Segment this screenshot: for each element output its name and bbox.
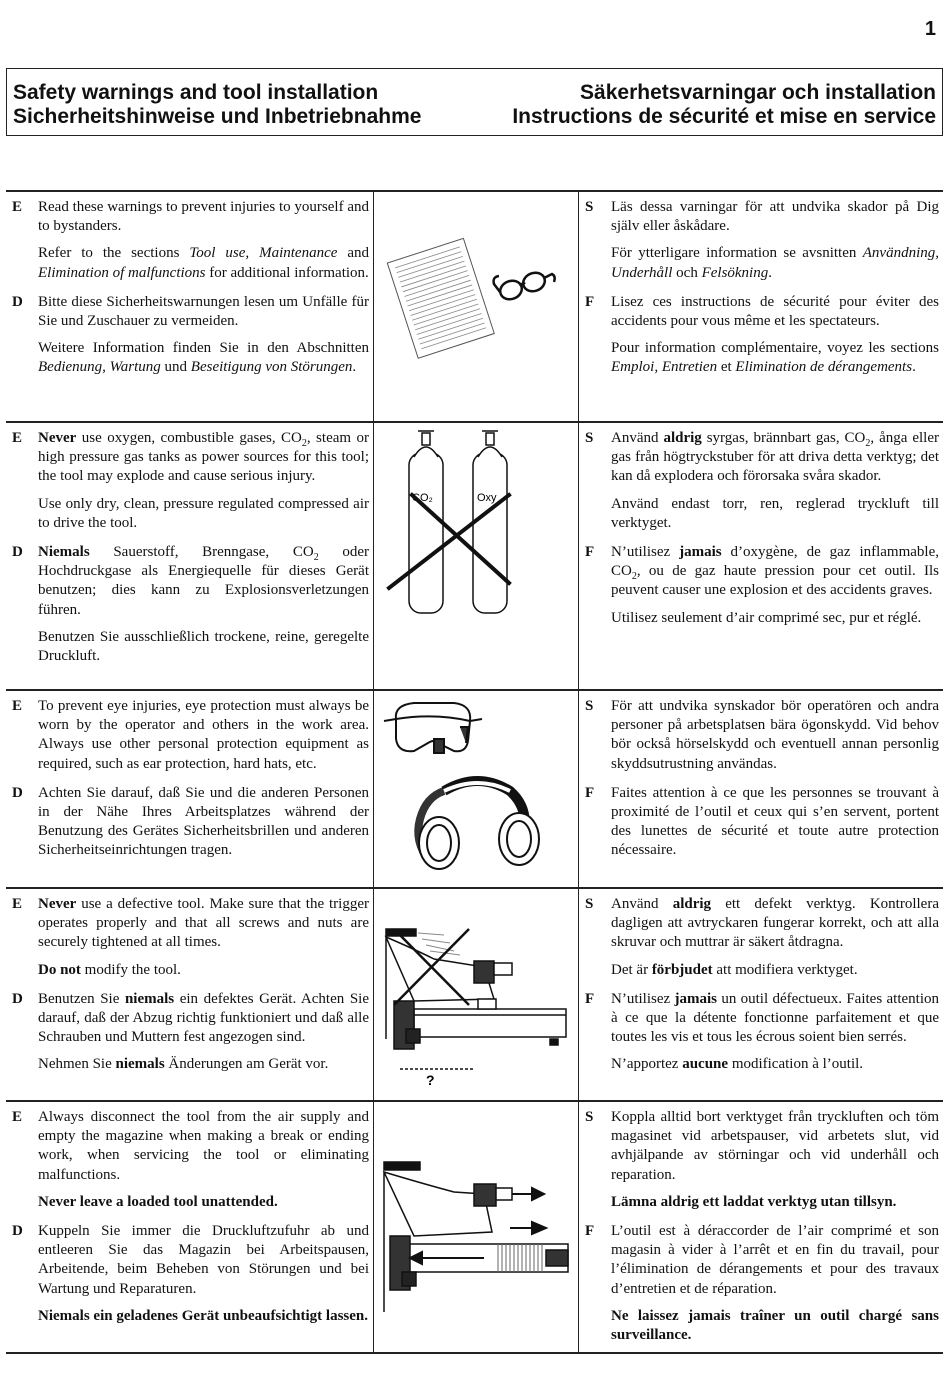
crossed-defective-tool-icon <box>374 889 579 1100</box>
lang-label-e: E <box>12 430 23 446</box>
para: Lisez ces instructions de sécurité pour éviter des accidents pour vous même et les spectateurs. <box>611 293 939 330</box>
cell-left <box>6 192 374 421</box>
warning-row-2 <box>6 423 943 691</box>
para: Never leave a loaded tool unattended. <box>38 1193 278 1210</box>
para: Ne laissez jamais traîner un outil chargé sans surveillance. <box>611 1307 939 1344</box>
para: To prevent eye injuries, eye protection must always be worn by the operator and others in the work area. Always use other personal protection equipment as required, such as ear protection, hard hats, etc. <box>38 698 369 772</box>
lang-label-d: D <box>12 544 23 561</box>
crossed-gas-cylinders-icon <box>374 423 579 689</box>
cell-left <box>6 423 374 689</box>
block-german <box>12 293 369 378</box>
lang-label-s: S <box>585 430 594 446</box>
block-french <box>585 293 939 378</box>
para: Never use a defective tool. Make sure that the trigger operates properly and that all screws and nuts are securely tightened at all times. <box>38 896 369 951</box>
para: För ytterligare information se avsnitten Användning, Underhåll och Felsökning. <box>611 245 939 281</box>
para: Det är förbjudet att modifiera verktyget. <box>611 961 858 978</box>
title-right-french: Instructions de sécurité et mise en service <box>512 105 936 128</box>
lang-label-e: E <box>12 199 23 215</box>
lang-label-s: S <box>585 199 594 215</box>
para: Använd endast torr, ren, reglerad tryckluft till verktyget. <box>611 495 939 531</box>
para: Faites attention à ce que les personnes se trouvant à proximité de l’outil et ceux qui s’en servent, portent des lunettes de sécurité et toute autre protection nécessaire. <box>611 784 939 859</box>
para: Achten Sie darauf, daß Sie und die anderen Personen in der Nähe Ihres Arbeitsplatzes während der Benutzung des Gerätes Sicherheitsbrillen und anderen Sicherheitseinrichtungen tragen. <box>38 784 369 859</box>
warning-row-4 <box>6 889 943 1102</box>
block-swedish <box>585 429 939 533</box>
lang-label-f: F <box>585 544 595 561</box>
warning-row-5 <box>6 1102 943 1352</box>
cell-right <box>579 192 943 421</box>
para: Benutzen Sie ausschließlich trockene, reine, geregelte Druckluft. <box>38 628 369 665</box>
warning-row-3 <box>6 691 943 889</box>
lang-label-f: F <box>585 990 595 1007</box>
para: Använd aldrig syrgas, brännbart gas, $CO_2$, ånga eller gas från högtryckstuber för att driva detta verktyg; det kan då explodera och förorsaka svåra skador. <box>611 430 939 485</box>
para: Benutzen Sie niemals ein defektes Gerät. Achten Sie darauf, daß der Abzug richtig funktioniert und daß alle Schrauben und Muttern fest angezogen sind. <box>38 990 369 1046</box>
lang-label-s: S <box>585 896 594 912</box>
title-left-english: Safety warnings and tool installation <box>13 81 379 104</box>
para: Never use oxygen, combustible gases, $CO_2$, steam or high pressure gas tanks as power sources for this tool; the tool may explode and cause serious injury. <box>38 430 369 485</box>
block-french <box>585 543 939 628</box>
cell-right <box>579 691 943 887</box>
para: Nehmen Sie niemals Änderungen am Gerät vor. <box>38 1056 329 1073</box>
block-german <box>12 784 369 861</box>
lang-label-d: D <box>12 990 23 1007</box>
lang-label-e: E <box>12 896 23 912</box>
para: Koppla alltid bort verktyget från tryckluften och töm magasinet vid arbetspauser, vid arbetets slut, vid avhjälpande av störningar och vid underhåll och reparation. <box>611 1109 939 1183</box>
lang-label-s: S <box>585 1109 594 1125</box>
para: Read these warnings to prevent injuries to yourself and to bystanders. <box>38 199 369 235</box>
warnings-table <box>6 190 943 1354</box>
para: Läs dessa varningar för att undvika skador på Dig själv eller åskådare. <box>611 199 939 235</box>
para: För att undvika synskador bör operatören och andra personer på arbetsplatsen bära ögonskydd. Vid behov bör också hörselskydd och eventuell annan personlig skyddsutrustning användas. <box>611 698 939 772</box>
lang-label-e: E <box>12 698 23 714</box>
lang-label-e: E <box>12 1109 23 1125</box>
cell-right <box>579 889 943 1100</box>
block-english <box>12 198 369 283</box>
title-left <box>13 81 421 129</box>
block-swedish <box>585 1108 939 1212</box>
block-swedish <box>585 697 939 774</box>
question-mark: ? <box>426 1072 435 1088</box>
cell-right <box>579 423 943 689</box>
block-english <box>12 1108 369 1212</box>
title-right-swedish: Säkerhetsvarningar och installation <box>580 81 936 104</box>
para: N’utilisez jamais d’oxygène, de gaz inflammable, $CO_2$, ou de gaz haute pression pour cet outil. Ils peuvent causer une explosion et des accidents graves. <box>611 544 939 599</box>
para: Kuppeln Sie immer die Druckluftzufuhr ab und entleeren Sie das Magazin bei Arbeitspausen, Arbeitende, beim Beheben von Störungen und bei Wartung und Reparaturen. <box>38 1223 369 1297</box>
block-german <box>12 990 369 1075</box>
warning-row-1 <box>6 192 943 423</box>
lang-label-f: F <box>585 784 595 801</box>
lang-label-d: D <box>12 784 23 801</box>
document-and-glasses-icon <box>374 192 579 421</box>
para: Bitte diese Sicherheitswarnungen lesen um Unfälle für Sie und Zuschauer zu vermeiden. <box>38 293 369 330</box>
para: Lämna aldrig ett laddat verktyg utan tillsyn. <box>611 1193 897 1210</box>
lang-label-s: S <box>585 698 594 714</box>
para: Utilisez seulement d’air comprimé sec, pur et réglé. <box>611 609 922 626</box>
para: Refer to the sections Tool use, Maintenance and Elimination of malfunctions for additional information. <box>38 245 369 281</box>
para: N’utilisez jamais un outil défectueux. Faites attention à ce que la détente fonctionne parfaitement et que toutes les vis et tous les écrous soient bien serrés. <box>611 990 939 1046</box>
para: Always disconnect the tool from the air supply and empty the magazine when making a break or ending work, when servicing the tool or eliminating malfunctions. <box>38 1109 369 1183</box>
block-swedish <box>585 895 939 980</box>
block-english <box>12 895 369 980</box>
cell-right <box>579 1102 943 1352</box>
para: Weitere Information finden Sie in den Abschnitten Bedienung, Wartung und Beseitigung von Störungen. <box>38 340 369 376</box>
para: N’apportez aucune modification à l’outil. <box>611 1056 864 1073</box>
lang-label-f: F <box>585 293 595 310</box>
lang-label-d: D <box>12 1223 23 1240</box>
title-left-german: Sicherheitshinweise und Inbetriebnahme <box>13 105 422 128</box>
cell-left <box>6 1102 374 1352</box>
para: Pour information complémentaire, voyez les sections Emploi, Entretien et Elimination de dérangements. <box>611 340 939 376</box>
block-french <box>585 990 939 1075</box>
page-number: 1 <box>924 18 936 40</box>
title-box <box>6 68 943 136</box>
block-english <box>12 697 369 774</box>
tool-disconnect-and-empty-magazine-icon <box>374 1102 579 1352</box>
safety-goggles-and-ear-protection-icon <box>374 691 579 887</box>
title-right <box>512 81 936 129</box>
lang-label-f: F <box>585 1223 595 1240</box>
block-english <box>12 429 369 533</box>
oxy-label: Oxy <box>477 492 497 504</box>
para: Använd aldrig ett defekt verktyg. Kontrollera dagligen att avtryckaren fungerar korrekt, och att alla skruvar och muttrar är säkert åtdragna. <box>611 896 939 951</box>
para: Niemals ein geladenes Gerät unbeaufsichtigt lassen. <box>38 1307 368 1324</box>
block-swedish <box>585 198 939 283</box>
para: Use only dry, clean, pressure regulated compressed air to drive the tool. <box>38 495 369 531</box>
cell-left <box>6 889 374 1100</box>
co2-label: CO₂ <box>412 492 433 504</box>
cell-left <box>6 691 374 887</box>
lang-label-d: D <box>12 293 23 310</box>
para: L’outil est à déraccorder de l’air comprimé et son magasin à vider à l’arrêt et en fin du travail, pour l’élimination de dérangements et pour des travaux d’entretien et de réparation. <box>611 1223 939 1297</box>
block-german <box>12 1222 369 1326</box>
block-french <box>585 784 939 861</box>
block-french <box>585 1222 939 1345</box>
para: Niemals Sauerstoff, Brenngase, $CO_2$ oder Hochdruckgase als Energiequelle für dieses Gerät benutzen; dies kann zu Explosionsverletzungen führen. <box>38 544 370 618</box>
para: Do not modify the tool. <box>38 961 181 978</box>
block-german <box>12 543 369 666</box>
